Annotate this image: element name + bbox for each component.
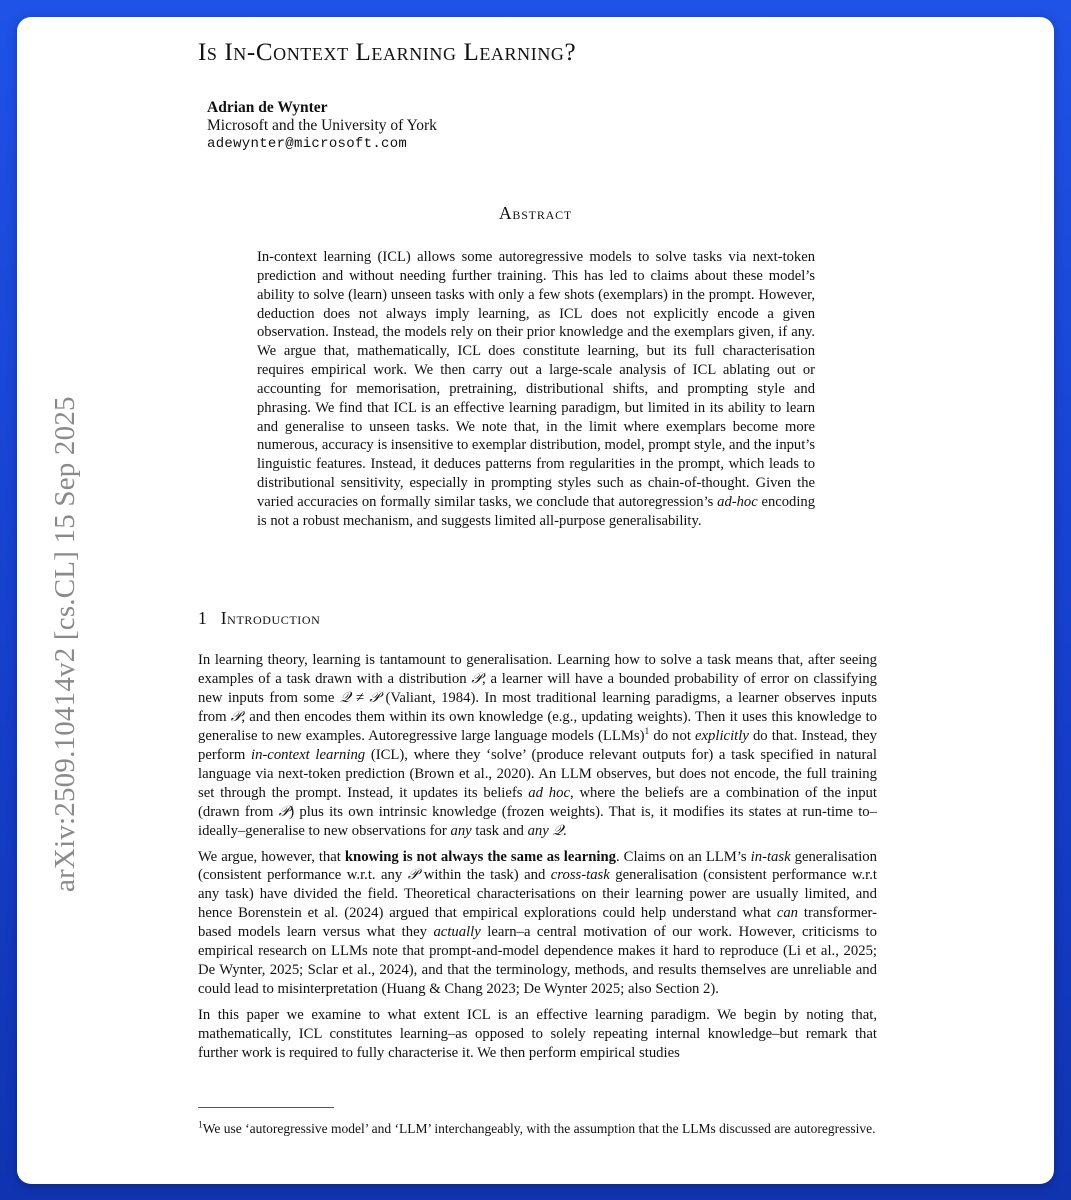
intro-p2-text: transformer-based models learn versus what they bbox=[198, 905, 878, 941]
intro-paragraph-2 bbox=[198, 848, 877, 1000]
intro-p1-text: (Valiant, 1984). In most traditional learning paradigms, a learner observes inputs from bbox=[198, 689, 878, 725]
intro-p1-text: . bbox=[563, 822, 567, 839]
intro-p2-text: learn–a central motivation of our work. However, criticisms to empirical research on LLMs note that prompt-and-model dependence makes it hard to reproduce (Li et al., 2025; De Wynter, 2025; Sclar et al., 2024), and that the terminology, methods, and results themselves are unreliable and could lead to misinterpretation (Huang & Chang 2023; De Wynter 2025; also Section 2). bbox=[198, 924, 877, 998]
author-block bbox=[207, 99, 437, 153]
emphasis-ad-hoc: ad hoc bbox=[528, 784, 570, 801]
math-symbol-p: 𝒫 bbox=[471, 670, 482, 687]
section-number: 1 bbox=[198, 608, 207, 628]
emphasis-in-context-learning: in-context learning bbox=[250, 746, 366, 763]
paper-title: Is In-Context Learning Learning? bbox=[198, 39, 577, 66]
math-symbol-p: 𝒫 bbox=[230, 708, 242, 725]
abstract-heading: Abstract bbox=[498, 203, 573, 223]
intro-p2-text: We argue, however, that bbox=[198, 848, 345, 865]
paper-page bbox=[17, 17, 1054, 1184]
abstract-text-1: In-context learning (ICL) allows some autoregressive models to solve tasks via next-token prediction and without needing further training. This has led to claims about these model’s ability to solve (learn) unseen tasks with only a few shots (exemplars) in the prompt. However, deduction does not always imply learning, as ICL does not explicitly encode a given observation. Instead, the models rely on their prior knowledge and the exemplars given, if any. We argue that, mathematically, ICL does constitute learning, but its full characterisation requires empirical work. We then carry out a large-scale analysis of ICL ablating out or accounting for memorisation, pretraining, distributional shifts, and prompting style and phrasing. We find that ICL is an effective learning paradigm, but limited in its ability to learn and generalise to unseen tasks. We note that, in the limit where exemplars become more numerous, accuracy is insensitive to exemplar distribution, model, prompt style, and the input’s linguistic features. Instead, it deduces patterns from regularities in the prompt, which leads to distributional sensitivity, especially in prompting styles such as chain-of-thought. Given the varied accuracies on formally similar tasks, we conclude that autoregression’s bbox=[257, 249, 815, 510]
intro-p2-text: generalisation (consistent performance w.r.t any task) have divided the field. Theoretical characterisations on their learning power are usually limited, and hence Borenstein et al. (2024) argued that empirical explorations could help understand what bbox=[198, 867, 877, 922]
author-name: Adrian de Wynter bbox=[207, 99, 328, 116]
math-q-neq-p: 𝒬 ≠ 𝒫 bbox=[339, 689, 380, 706]
emphasis-actually: actually bbox=[433, 924, 481, 941]
intro-p2-text: . Claims on an LLM’s bbox=[616, 848, 751, 865]
intro-p1-text: , a learner will have a bounded probability of error on classifying new inputs from some bbox=[198, 670, 877, 706]
intro-p1-text: In learning theory, learning is tantamount to generalisation. Learning how to solve a task means that, after seeing examples of a task drawn with a distribution bbox=[198, 652, 877, 687]
math-symbol-q: 𝒬 bbox=[552, 822, 564, 839]
math-symbol-p: 𝒫 bbox=[278, 803, 290, 820]
math-symbol-p: 𝒫 bbox=[407, 867, 419, 884]
footnote-divider bbox=[198, 1107, 334, 1108]
bold-key-claim: knowing is not always the same as learning bbox=[344, 848, 617, 865]
emphasis-cross-task: cross-task bbox=[550, 867, 610, 884]
emphasis-any: any bbox=[527, 822, 549, 839]
intro-p2-text: within the task) and bbox=[418, 867, 551, 884]
emphasis-explicitly: explicitly bbox=[695, 727, 749, 744]
arxiv-identifier-stamp: arXiv:2509.10414v2 [cs.CL] 15 Sep 2025 bbox=[49, 396, 81, 892]
intro-p1-text: ) plus its own intrinsic knowledge (frozen weights). That is, it modifies its states at run-time to–ideally–generalise to new observations for bbox=[198, 803, 877, 839]
intro-paragraph-1 bbox=[198, 651, 877, 841]
intro-p1-text: task and bbox=[471, 822, 528, 839]
footnote-marker: 1 bbox=[644, 726, 650, 737]
introduction-body bbox=[198, 651, 877, 1070]
intro-p1-text: (ICL), where they ‘solve’ (produce relevant outputs for) a task specified in natural language via next-token prediction (Brown et al., 2020). An LLM observes, but does not encode, the full training set through the prompt. Instead, it updates its beliefs bbox=[198, 746, 877, 801]
emphasis-can: can bbox=[776, 905, 799, 922]
emphasis-in-task: in-task bbox=[750, 848, 791, 865]
footnote-mark: 1 bbox=[198, 1120, 203, 1131]
section-title: Introduction bbox=[220, 608, 321, 628]
abstract-body bbox=[257, 248, 815, 531]
intro-p1-text: do not bbox=[649, 727, 696, 744]
author-affiliation: Microsoft and the University of York bbox=[207, 117, 437, 134]
footnote-text: We use ‘autoregressive model’ and ‘LLM’ interchangeably, with the assumption that the LLMs discussed are autoregressive. bbox=[202, 1121, 876, 1136]
footnote bbox=[198, 1120, 877, 1137]
intro-p1-text: do that. Instead, they perform bbox=[198, 727, 877, 763]
intro-p1-text: , and then encodes them within its own knowledge (e.g., updating weights). Then it uses this knowledge to generalise to new examples. Autoregressive large language models (LLMs) bbox=[198, 708, 877, 744]
abstract-italic-adhoc: ad-hoc bbox=[717, 493, 758, 510]
intro-paragraph-3: In this paper we examine to what extent ICL is an effective learning paradigm. We begin by noting that, mathematically, ICL constitutes learning–as opposed to solely repeating internal knowledge–but remark that further work is required to fully characterise it. We then perform empirical studies bbox=[198, 1007, 877, 1062]
author-email: adewynter@microsoft.com bbox=[207, 136, 408, 152]
abstract-text-2: encoding is not a robust mechanism, and suggests limited all-purpose generalisability. bbox=[257, 493, 815, 529]
intro-p1-text: , where the beliefs are a combination of the input (drawn from bbox=[198, 784, 877, 820]
emphasis-any: any bbox=[450, 822, 472, 839]
section-heading-introduction bbox=[198, 608, 320, 629]
intro-p2-text: generalisation (consistent performance w.r.t. any bbox=[198, 848, 877, 884]
